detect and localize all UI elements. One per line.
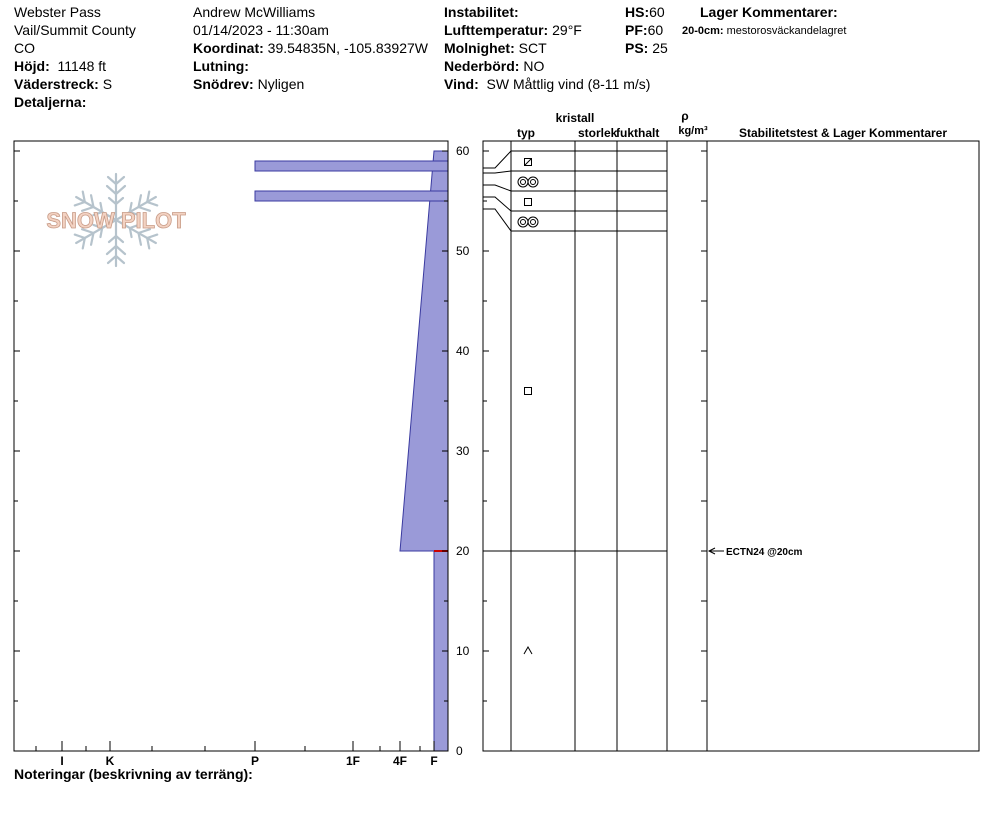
logo-text: SNOW PILOT (46, 208, 186, 233)
hs-label: HS: (625, 4, 650, 20)
precipitation-label: Nederbörd: (444, 58, 520, 74)
rounded-grain-icon (521, 220, 526, 225)
hardness-tick-label: F (430, 754, 438, 768)
aspect-label: Väderstreck: (14, 76, 99, 92)
snowdrift-value: Nyligen (257, 76, 305, 92)
elevation-label: Höjd: (14, 58, 50, 74)
rounded-grain-icon (531, 220, 536, 225)
hardness-tick-label: K (105, 754, 115, 768)
details-label: Detaljerna: (14, 94, 87, 110)
location-name: Webster Pass (14, 4, 101, 20)
y-tick-label: 50 (456, 244, 470, 258)
column-moisture: fukthalt (616, 126, 660, 140)
column-type: typ (517, 126, 535, 140)
hs-value: 60 (649, 4, 665, 20)
sky-cover-label: Molnighet: (444, 40, 515, 56)
decomposing-grain-icon (525, 159, 532, 166)
air-temperature-label: Lufttemperatur: (444, 22, 549, 38)
hardness-tick-label: P (250, 754, 260, 768)
mountain-range: Vail/Summit County (14, 22, 136, 38)
terrain-notes-label: Noteringar (beskrivning av terräng): (14, 766, 253, 782)
y-tick-label: 0 (456, 744, 463, 758)
wind-direction: SW (486, 76, 510, 92)
faceted-grain-icon (525, 388, 532, 395)
rounded-grain-icon (518, 177, 528, 187)
hardness-layer (255, 161, 448, 171)
layer-comments-title: Lager Kommentarer: (700, 4, 838, 20)
hardness-tick-label: 1F (345, 754, 361, 768)
coordinates-label: Koordinat: (193, 40, 264, 56)
observer-name: Andrew McWilliams (193, 4, 316, 20)
rounded-grain-icon (528, 177, 538, 187)
grain-panel-frame (483, 141, 979, 751)
grain-layer-connector (483, 151, 511, 168)
grain-layer-connector (483, 171, 511, 173)
column-stability: Stabilitetstest & Lager Kommentarer (738, 126, 948, 140)
rounded-grain-icon (518, 217, 528, 227)
depth-hoar-icon (524, 647, 532, 654)
observation-datetime: 01/14/2023 - 11:30am (193, 22, 329, 38)
stability-test-label: ECTN24 @20cm (726, 547, 803, 558)
column-density-unit: kg/m³ (678, 125, 708, 137)
pf-value: 60 (647, 22, 664, 38)
ps-value: 25 (652, 40, 668, 56)
aspect-value: S (102, 76, 113, 92)
pf-label: PF: (625, 22, 648, 38)
hardness-tick-label: I (60, 754, 64, 768)
grain-layer-connector (483, 209, 511, 231)
instability-label: Instabilitet: (444, 4, 519, 20)
column-size: storlek (578, 126, 618, 140)
layer-comment-text: mestorosväckandelagret (726, 25, 847, 37)
column-rho: ρ (681, 109, 689, 123)
rounded-grain-icon (521, 180, 526, 185)
hardness-layer (400, 151, 448, 551)
state: CO (14, 40, 35, 56)
y-tick-label: 40 (456, 344, 470, 358)
column-crystal: kristall (555, 111, 595, 125)
ps-label: PS: (625, 40, 649, 56)
hardness-tick-label: 4F (392, 754, 408, 768)
precipitation-value: NO (523, 58, 545, 74)
y-tick-label: 30 (456, 444, 470, 458)
coordinates-value: 39.54835N, -105.83927W (267, 40, 428, 56)
layer-comment-depth: 20-0cm: (682, 25, 724, 37)
air-temperature-value: 29°F (552, 22, 582, 38)
hardness-panel-frame (14, 141, 448, 751)
hardness-layer (255, 191, 448, 201)
wind-label: Vind: (444, 76, 479, 92)
slope-label: Lutning: (193, 58, 249, 74)
rounded-grain-icon (531, 180, 536, 185)
y-tick-label: 60 (456, 144, 470, 158)
rounded-grain-icon (528, 217, 538, 227)
snowdrift-label: Snödrev: (193, 76, 254, 92)
y-tick-label: 20 (456, 544, 470, 558)
y-tick-label: 10 (456, 644, 470, 658)
grain-layer-connector (483, 185, 511, 191)
elevation-value: 11148 ft (57, 58, 107, 74)
sky-cover-value: SCT (518, 40, 547, 56)
wind-value: Måttlig vind (8-11 m/s) (512, 76, 651, 92)
faceted-grain-icon (525, 199, 532, 206)
